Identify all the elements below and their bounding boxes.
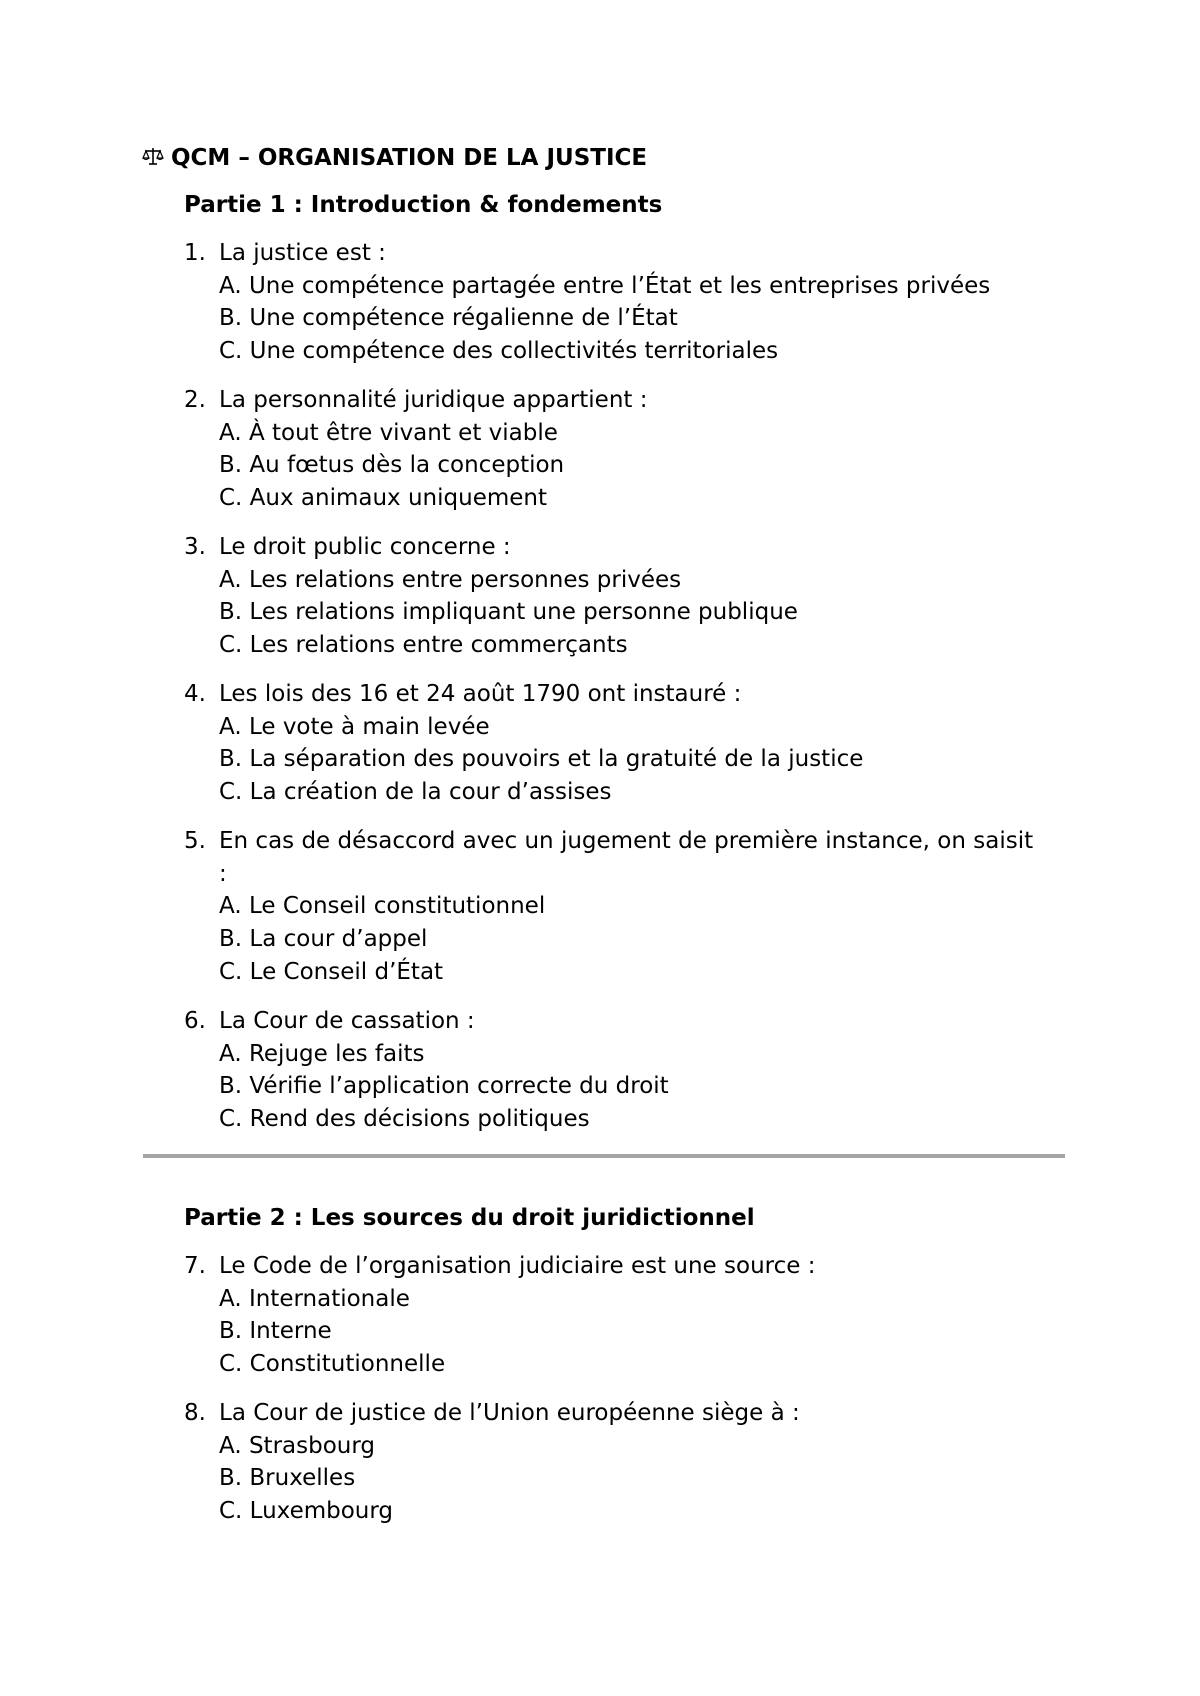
- answer-option: C. Constitutionnelle: [219, 1351, 446, 1378]
- answer-option: C. Luxembourg: [219, 1498, 394, 1525]
- question-text: La personnalité juridique appartient :: [219, 387, 648, 413]
- question-text: La Cour de justice de l’Union européenne siège à :: [219, 1400, 800, 1426]
- question-number: 7.: [184, 1253, 206, 1279]
- answer-option: A. Une compétence partagée entre l’État et les entreprises privées: [219, 272, 991, 299]
- answer-option: B. Interne: [219, 1318, 332, 1345]
- answer-option: C. Aux animaux uniquement: [219, 485, 547, 512]
- question-number: 6.: [184, 1008, 206, 1034]
- section-title: Partie 1 : Introduction & fondements: [184, 192, 663, 218]
- answer-option: A. Le vote à main levée: [219, 713, 490, 740]
- answer-option: B. Au fœtus dès la conception: [219, 452, 565, 479]
- answer-option: B. La séparation des pouvoirs et la gratuité de la justice: [219, 746, 864, 773]
- document-title: [142, 143, 647, 173]
- question-number: 3.: [184, 534, 206, 560]
- answer-option: C. Une compétence des collectivités territoriales: [219, 338, 779, 365]
- answer-option: C. Rend des décisions politiques: [219, 1106, 590, 1133]
- balance-scale-icon: [142, 145, 164, 167]
- question-item: [184, 1397, 1084, 1528]
- question-item: [184, 237, 1084, 368]
- question-text: La justice est :: [219, 240, 386, 266]
- question-text: Les lois des 16 et 24 août 1790 ont instauré :: [219, 681, 742, 707]
- answer-option: B. Une compétence régalienne de l’État: [219, 305, 678, 332]
- question-item: [184, 825, 1084, 989]
- answer-option: C. Le Conseil d’État: [219, 958, 444, 985]
- question-item: [184, 1005, 1084, 1136]
- question-item: [184, 384, 1084, 515]
- question-number: 8.: [184, 1400, 206, 1426]
- question-text: La Cour de cassation :: [219, 1008, 475, 1034]
- question-item: [184, 531, 1084, 662]
- answer-option: A. Les relations entre personnes privées: [219, 566, 682, 593]
- answer-option: B. Vérifie l’application correcte du droit: [219, 1073, 669, 1100]
- answer-option: A. À tout être vivant et viable: [219, 419, 558, 446]
- question-number: 1.: [184, 240, 206, 266]
- section-title: Partie 2 : Les sources du droit juridictionnel: [184, 1205, 755, 1231]
- answer-option: B. Bruxelles: [219, 1465, 356, 1492]
- answer-option: C. La création de la cour d’assises: [219, 779, 612, 806]
- answer-option: B. La cour d’appel: [219, 926, 428, 953]
- section-divider: [143, 1154, 1065, 1158]
- question-text: En cas de désaccord avec un jugement de première instance, on saisit :: [219, 828, 1034, 887]
- answer-option: B. Les relations impliquant une personne publique: [219, 599, 798, 626]
- answer-option: A. Rejuge les faits: [219, 1040, 425, 1067]
- answer-option: A. Internationale: [219, 1285, 410, 1312]
- question-number: 4.: [184, 681, 206, 707]
- document-title-text: QCM – ORGANISATION DE LA JUSTICE: [171, 145, 648, 171]
- answer-option: A. Le Conseil constitutionnel: [219, 893, 546, 920]
- question-text: Le Code de l’organisation judiciaire est une source :: [219, 1253, 816, 1279]
- answer-option: A. Strasbourg: [219, 1432, 376, 1459]
- answer-option: C. Les relations entre commerçants: [219, 632, 628, 659]
- question-number: 2.: [184, 387, 206, 413]
- question-item: [184, 1250, 1084, 1381]
- question-text: Le droit public concerne :: [219, 534, 511, 560]
- question-number: 5.: [184, 828, 206, 854]
- question-item: [184, 678, 1084, 809]
